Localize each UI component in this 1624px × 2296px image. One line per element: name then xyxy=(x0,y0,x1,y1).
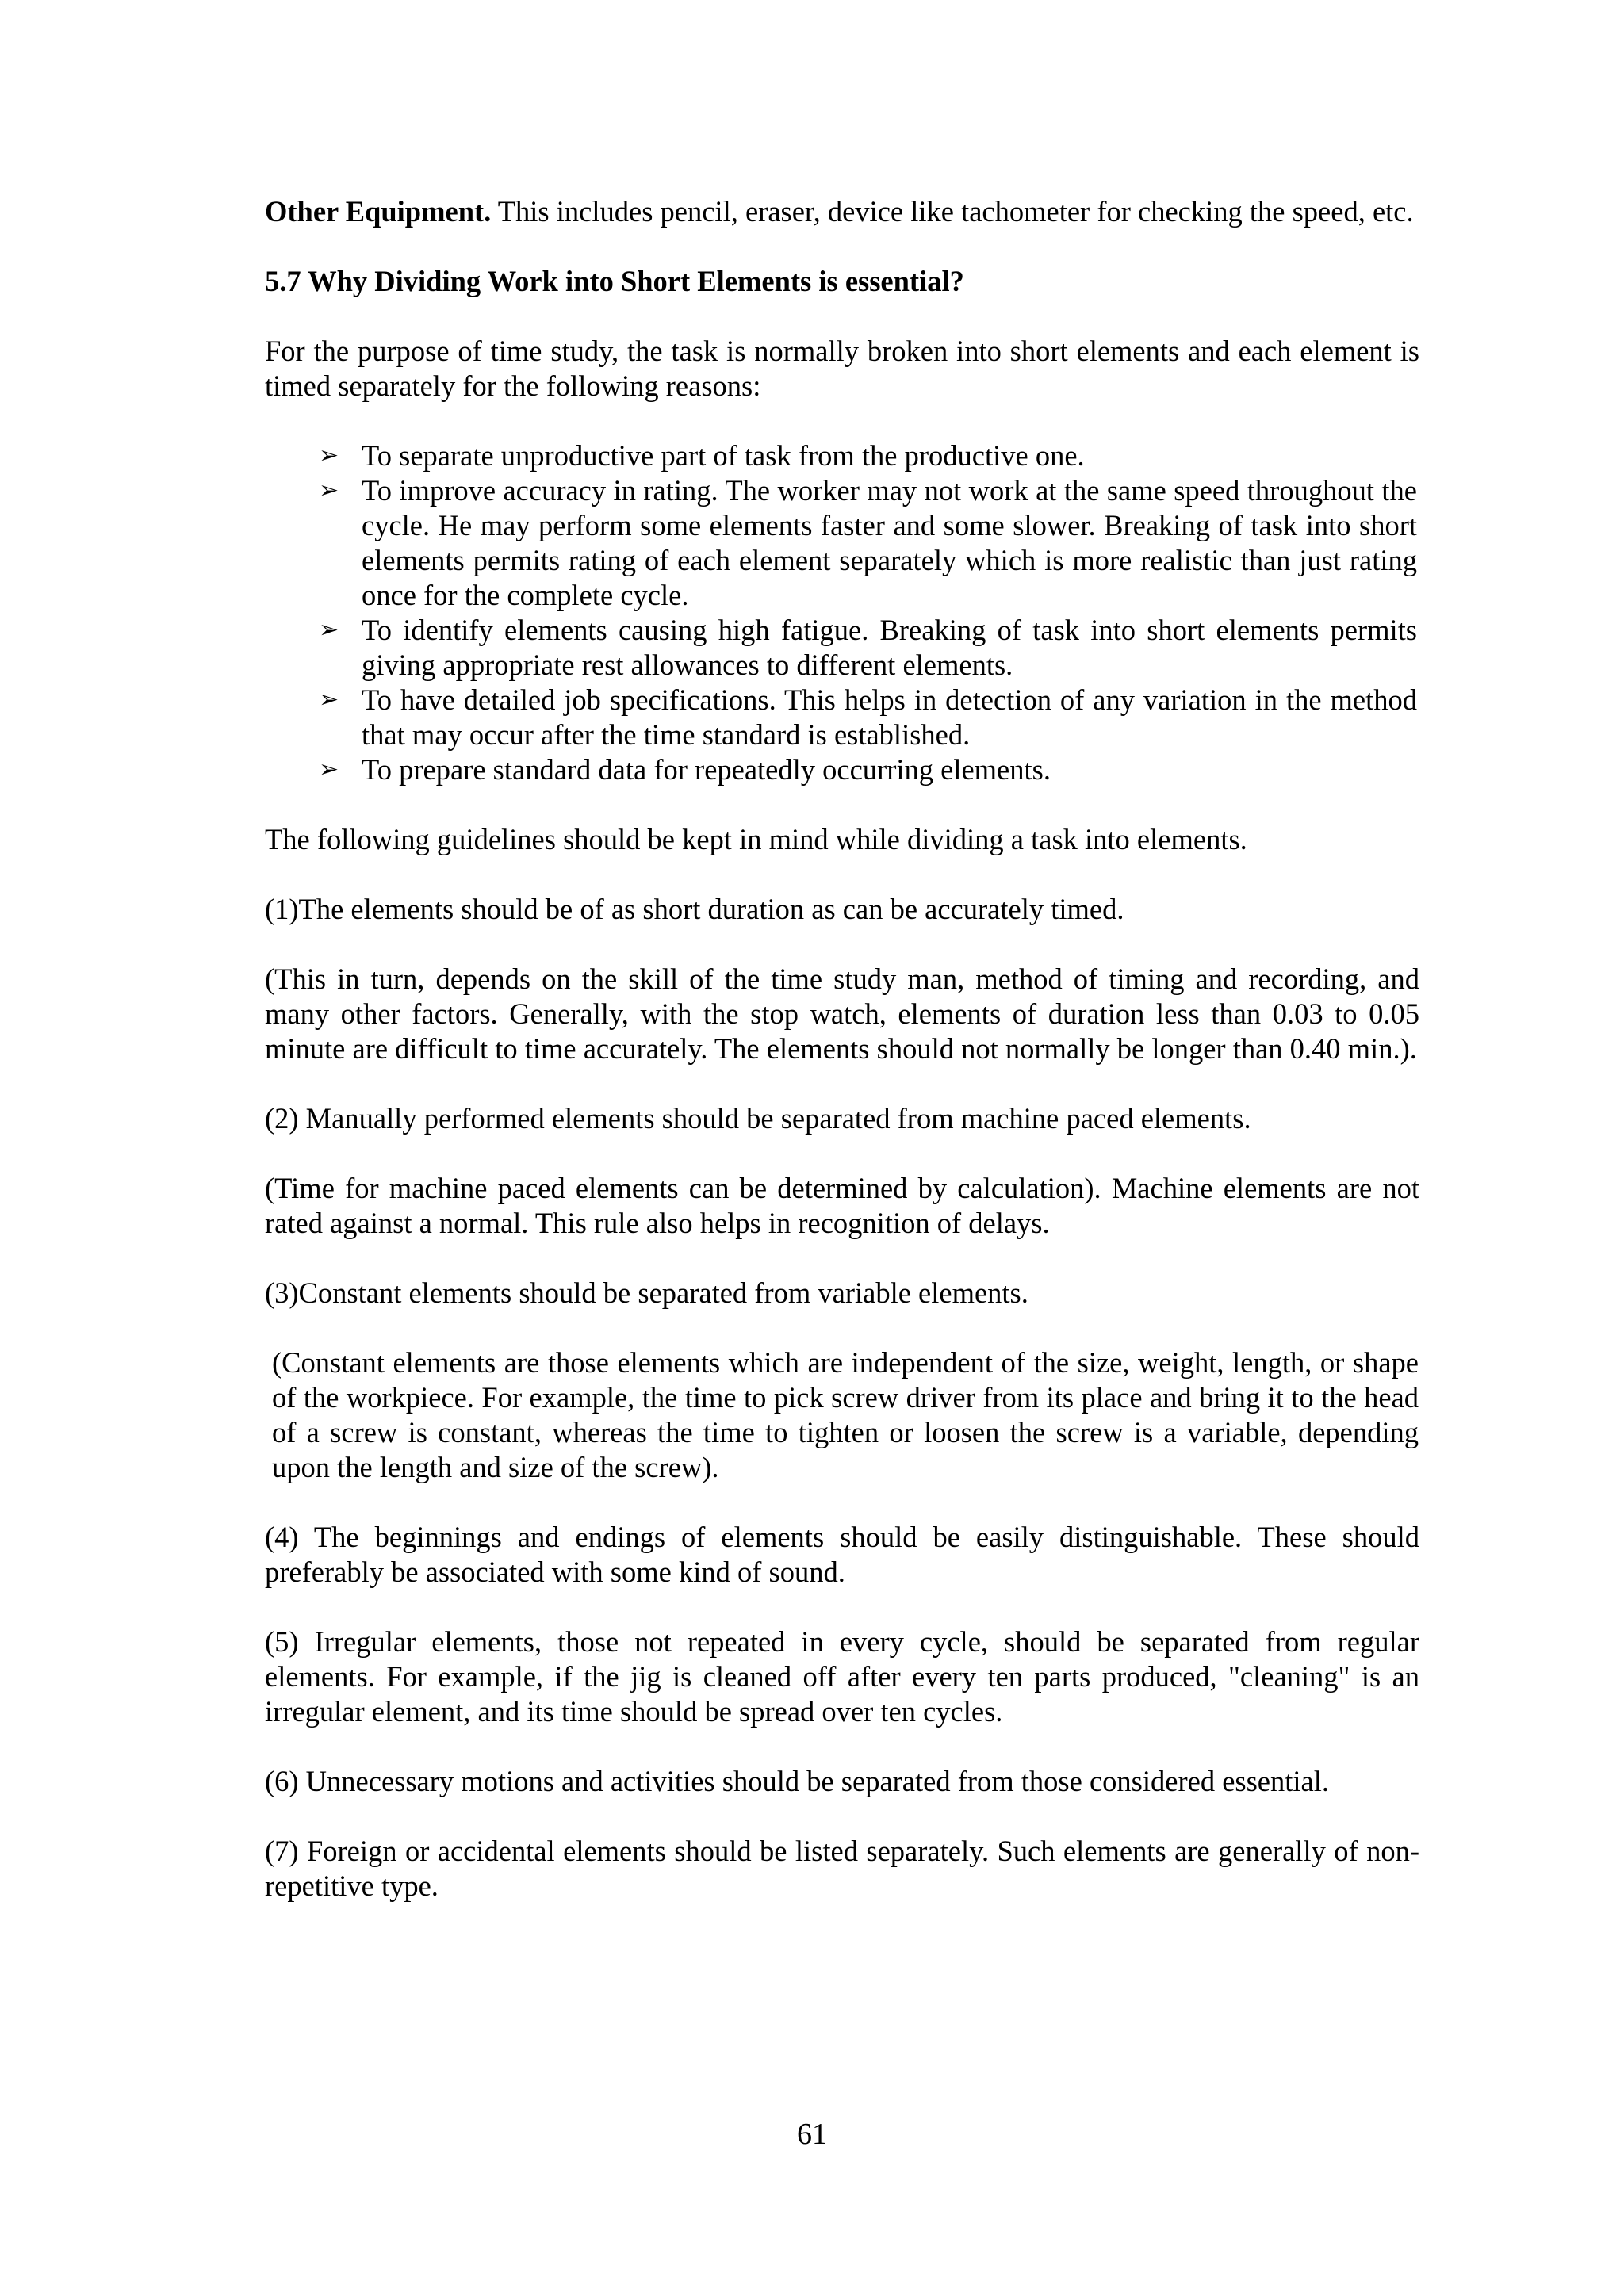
other-equipment-paragraph xyxy=(265,194,1419,229)
guideline-6: (6) Unnecessary motions and activities should be separated from those considered essential. xyxy=(265,1765,1329,1797)
list-item-text: To have detailed job specifications. This helps in detection of any variation in the method that may occur after the time standard is established. xyxy=(362,683,1417,751)
arrow-bullet-icon: ➢ xyxy=(319,616,339,644)
guideline-2-note: (Time for machine paced elements can be determined by calculation). Machine elements are not rated against a normal. This rule also helps in recognition of delays. xyxy=(265,1172,1419,1239)
guideline-3-note: (Constant elements are those elements which are independent of the size, weight, length, or shape of the workpiece. For example, the time to pick screw driver from its place and bring it to the head of a screw is constant, whereas the time to tighten or loosen the screw is a variable, depending upon the length and size of the screw). xyxy=(272,1346,1419,1483)
other-equipment-text: This includes pencil, eraser, device like tachometer for checking the speed, etc. xyxy=(491,195,1414,228)
section-heading: 5.7 Why Dividing Work into Short Elements is essential? xyxy=(265,265,964,297)
guideline-1-note: (This in turn, depends on the skill of the time study man, method of timing and recording, and many other factors. Generally, with the stop watch, elements of duration less than 0.03 to 0.05 minute are difficult to time accurately. The elements should not normally be longer than 0.40 min.). xyxy=(265,962,1419,1065)
list-item-text: To separate unproductive part of task from the productive one. xyxy=(362,439,1085,472)
guideline-2: (2) Manually performed elements should be separated from machine paced elements. xyxy=(265,1102,1251,1135)
list-item xyxy=(319,613,1417,683)
document-page xyxy=(265,194,1419,1904)
guideline-1: (1)The elements should be of as short duration as can be accurately timed. xyxy=(265,893,1124,925)
guideline-4: (4) The beginnings and endings of elements should be easily distinguishable. These should preferably be associated with some kind of sound. xyxy=(265,1521,1419,1588)
list-item-text: To identify elements causing high fatigue. Breaking of task into short elements permits giving appropriate rest allowances to different elements. xyxy=(362,614,1417,681)
guideline-7: (7) Foreign or accidental elements should be listed separately. Such elements are generally of non-repetitive type. xyxy=(265,1835,1419,1902)
guidelines-intro-paragraph: The following guidelines should be kept in mind while dividing a task into elements. xyxy=(265,823,1247,855)
arrow-bullet-icon: ➢ xyxy=(319,476,339,504)
list-item xyxy=(319,683,1417,752)
section-intro-paragraph: For the purpose of time study, the task is normally broken into short elements and each element is timed separately for the following reasons: xyxy=(265,335,1419,402)
arrow-bullet-icon: ➢ xyxy=(319,442,339,469)
arrow-bullet-icon: ➢ xyxy=(319,756,339,783)
reasons-list xyxy=(265,438,1417,787)
list-item-text: To improve accuracy in rating. The worker may not work at the same speed throughout the cycle. He may perform some elements faster and some slower. Breaking of task into short elements permits rating of each element separately which is more realistic than just rating once for the complete cycle. xyxy=(362,474,1417,611)
arrow-bullet-icon: ➢ xyxy=(319,686,339,714)
guideline-5: (5) Irregular elements, those not repeated in every cycle, should be separated from regular elements. For example, if the jig is cleaned off after every ten parts produced, "cleaning" is an irregular element, and its time should be spread over ten cycles. xyxy=(265,1625,1419,1728)
page-number: 61 xyxy=(797,2118,827,2151)
list-item-text: To prepare standard data for repeatedly occurring elements. xyxy=(362,753,1051,786)
list-item xyxy=(319,473,1417,613)
list-item xyxy=(319,438,1417,473)
guideline-3: (3)Constant elements should be separated from variable elements. xyxy=(265,1276,1028,1309)
list-item xyxy=(319,752,1417,787)
other-equipment-label: Other Equipment. xyxy=(265,195,492,228)
